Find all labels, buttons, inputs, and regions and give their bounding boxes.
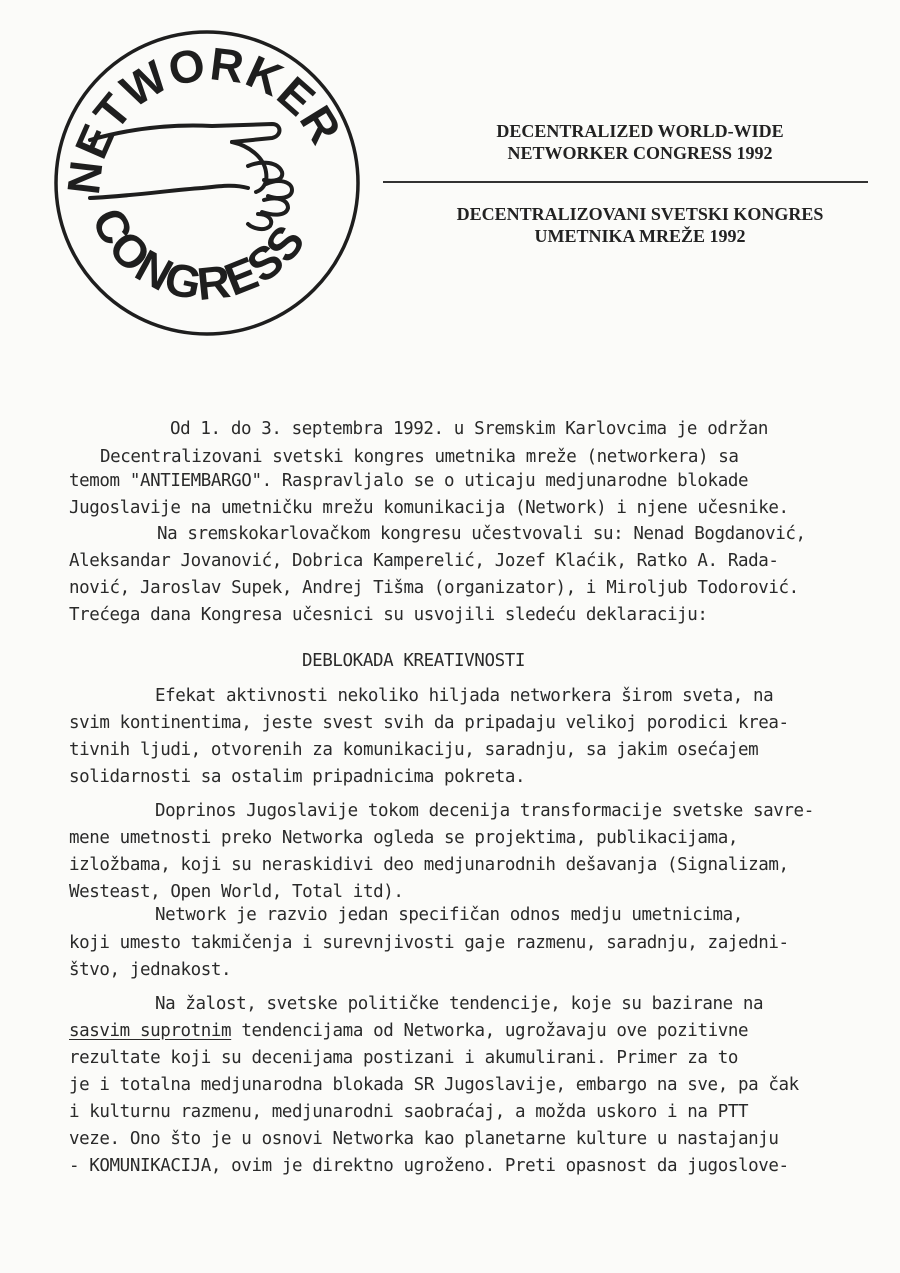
text-line-underlined — [69, 1021, 748, 1041]
text-line: Trećega dana Kongresa učesnici su usvojili sledeću deklaraciju: — [69, 605, 708, 625]
text-line: Na žalost, svetske političke tendencije, koje su bazirane na — [155, 994, 764, 1014]
text-line: Jugoslavije na umetničku mrežu komunikacija (Network) i njene učesnike. — [69, 498, 789, 518]
text-line: izložbama, koji su neraskidivi deo medjunarodnih dešavanja (Signalizam, — [69, 855, 789, 875]
title-sr-line: DECENTRALIZOVANI SVETSKI KONGRES — [456, 204, 824, 224]
title-en-line: NETWORKER CONGRESS 1992 — [507, 143, 773, 163]
text-line: svim kontinentima, jeste svest svih da pripadaju velikoj porodici krea- — [69, 713, 789, 733]
text-line: mene umetnosti preko Networka ogleda se projektima, publikacijama, — [69, 828, 738, 848]
text-line: Decentralizovani svetski kongres umetnika mreže (networkera) sa — [100, 447, 739, 467]
declaration-title: DEBLOKADA KREATIVNOSTI — [302, 651, 525, 671]
text-line: Aleksandar Jovanović, Dobrica Kamperelić, Jozef Klaćik, Ratko A. Rada- — [69, 551, 779, 571]
text-line: Network je razvio jedan specifičan odnos medju umetnicima, — [155, 905, 743, 925]
underlined-phrase: sasvim suprotnim — [69, 1021, 232, 1041]
text-line: Od 1. do 3. septembra 1992. u Sremskim Karlovcima je održan — [170, 419, 769, 439]
title-en-line: DECENTRALIZED WORLD-WIDE — [496, 121, 784, 141]
text-line: tivnih ljudi, otvorenih za komunikaciju, saradnju, sa jakim osećajem — [69, 740, 759, 760]
line-rest: tendencijama od Networka, ugrožavaju ove pozitivne — [231, 1021, 749, 1041]
text-line: je i totalna medjunarodna blokada SR Jugoslavije, embargo na sve, pa čak — [69, 1075, 799, 1095]
text-line: solidarnosti sa ostalim pripadnicima pokreta. — [69, 767, 526, 787]
logo-text-top: NETWORKER — [56, 37, 353, 198]
text-line: veze. Ono što je u osnovi Networka kao planetarne kulture u nastajanju — [69, 1129, 779, 1149]
text-line: Na sremskokarlovačkom kongresu učestvovali su: Nenad Bogdanović, — [157, 524, 806, 544]
text-line: temom "ANTIEMBARGO". Raspravljalo se o uticaju medjunarodne blokade — [69, 471, 749, 491]
text-line: Efekat aktivnosti nekoliko hiljada networkera širom sveta, na — [155, 686, 774, 706]
text-line: rezultate koji su decenijama postizani i akumulirani. Primer za to — [69, 1048, 738, 1068]
title-sr-line: UMETNIKA MREŽE 1992 — [534, 226, 746, 246]
text-line: i kulturnu razmenu, medjunarodni saobraćaj, a možda uskoro i na PTT — [69, 1102, 749, 1122]
text-line: - KOMUNIKACIJA, ovim je direktno ugroženo. Preti opasnost da jugoslove- — [69, 1156, 789, 1176]
text-line: štvo, jednakost. — [69, 960, 232, 980]
text-line: Westeast, Open World, Total itd). — [69, 882, 404, 902]
text-line: koji umesto takmičenja i surevnjivosti gaje razmenu, saradnju, zajedni- — [69, 933, 789, 953]
logo-text-bottom: CONGRESS — [81, 199, 316, 311]
text-line: nović, Jaroslav Supek, Andrej Tišma (organizator), i Miroljub Todorović. — [69, 578, 799, 598]
text-line: Doprinos Jugoslavije tokom decenija transformacije svetske savre- — [155, 801, 814, 821]
